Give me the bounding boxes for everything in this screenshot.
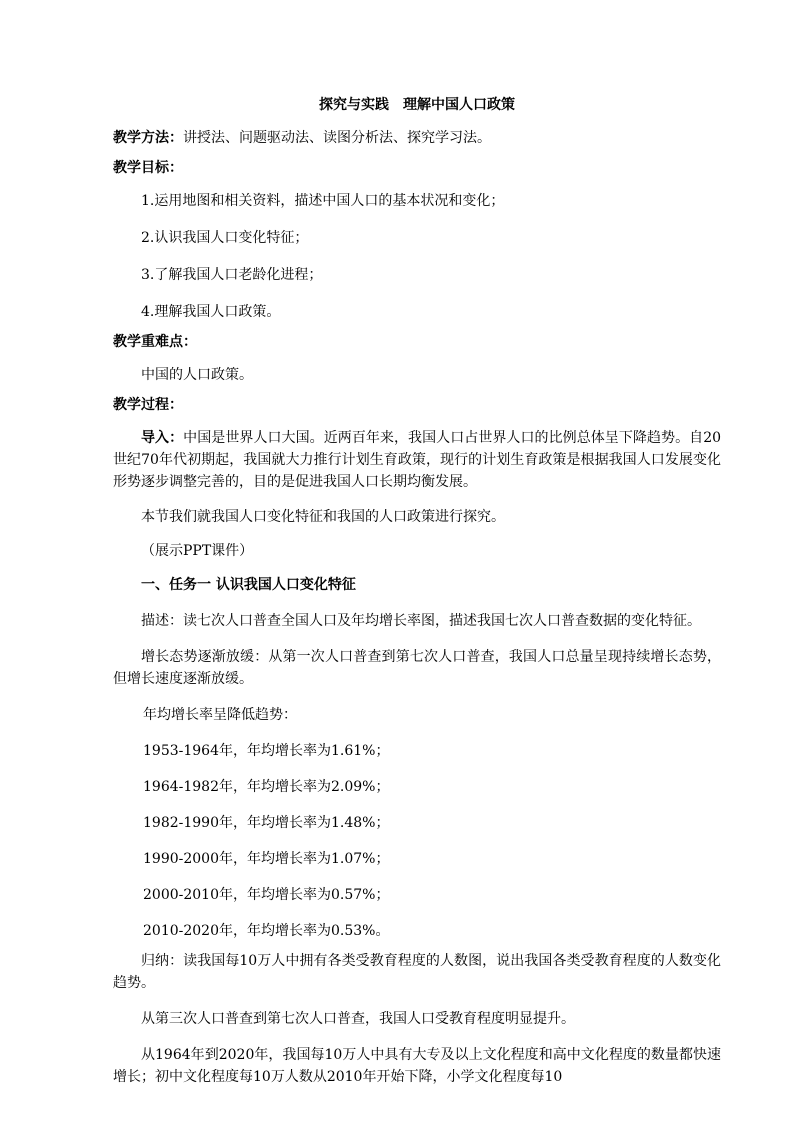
intro-follow: 本节我们就我国人口变化特征和我国的人口政策进行探究。 (141, 509, 505, 525)
rate-item: 1982-1990年，年均增长率为1.48%； (143, 815, 390, 831)
goal-item: 1.运用地图和相关资料，描述中国人口的基本状况和变化； (141, 193, 505, 209)
ppt-note: （展示PPT课件） (141, 543, 254, 559)
education-rise: 从第三次人口普查到第七次人口普查，我国人口受教育程度明显提升。 (141, 1011, 575, 1027)
goals-heading: 教学目标： (113, 160, 183, 176)
rate-heading: 年均增长率呈降低趋势： (143, 707, 297, 723)
growth-paragraph: 增长态势逐渐放缓：从第一次人口普查到第七次人口普查，我国人口总量呈现持续增长态势，但增长速度逐渐放缓。 (113, 649, 721, 687)
goal-item: 2.认识我国人口变化特征； (141, 230, 309, 246)
describe-paragraph: 描述：读七次人口普查全国人口及年均增长率图，描述我国七次人口普查数据的变化特征。 (141, 613, 701, 629)
intro-paragraph (113, 427, 721, 493)
rate-item: 1990-2000年，年均增长率为1.07%； (143, 851, 390, 867)
rate-item: 2000-2010年，年均增长率为0.57%； (143, 887, 390, 903)
key-points-text: 中国的人口政策。 (141, 367, 253, 383)
document-title: 探究与实践 理解中国人口政策 (319, 97, 515, 113)
teaching-method (113, 127, 721, 149)
process-heading: 教学过程： (113, 397, 183, 413)
teaching-method-label: 教学方法： (113, 130, 183, 146)
intro-label: 导入： (141, 430, 184, 446)
intro-text: 中国是世界人口大国。近两百年来，我国人口占世界人口的比例总体呈下降趋势。自20世纪70年代初期起，我国就大力推行计划生育政策，现行的计划生育政策是根据我国人口发展变化形势逐步调整完善的，目的是促进我国人口长期均衡发展。 (113, 430, 722, 490)
rate-item: 2010-2020年，年均增长率为0.53%。 (143, 923, 390, 939)
rate-item: 1953-1964年，年均增长率为1.61%； (143, 743, 390, 759)
rate-item: 1964-1982年，年均增长率为2.09%； (143, 779, 390, 795)
key-points-heading: 教学重难点： (113, 334, 197, 350)
goal-item: 4.理解我国人口政策。 (141, 304, 281, 320)
teaching-method-text: 讲授法、问题驱动法、读图分析法、探究学习法。 (183, 130, 491, 146)
task1-heading: 一、任务一 认识我国人口变化特征 (141, 577, 356, 593)
summary-paragraph: 归纳：读我国每10万人中拥有各类受教育程度的人数图，说出我国各类受教育程度的人数变化趋势。 (113, 953, 721, 991)
document-page (113, 94, 721, 1088)
education-detail: 从1964年到2020年，我国每10万人中具有大专及以上文化程度和高中文化程度的数量都快速增长；初中文化程度每10万人数从2010年开始下降，小学文化程度每10 (113, 1047, 721, 1085)
goal-item: 3.了解我国人口老龄化进程； (141, 267, 323, 283)
